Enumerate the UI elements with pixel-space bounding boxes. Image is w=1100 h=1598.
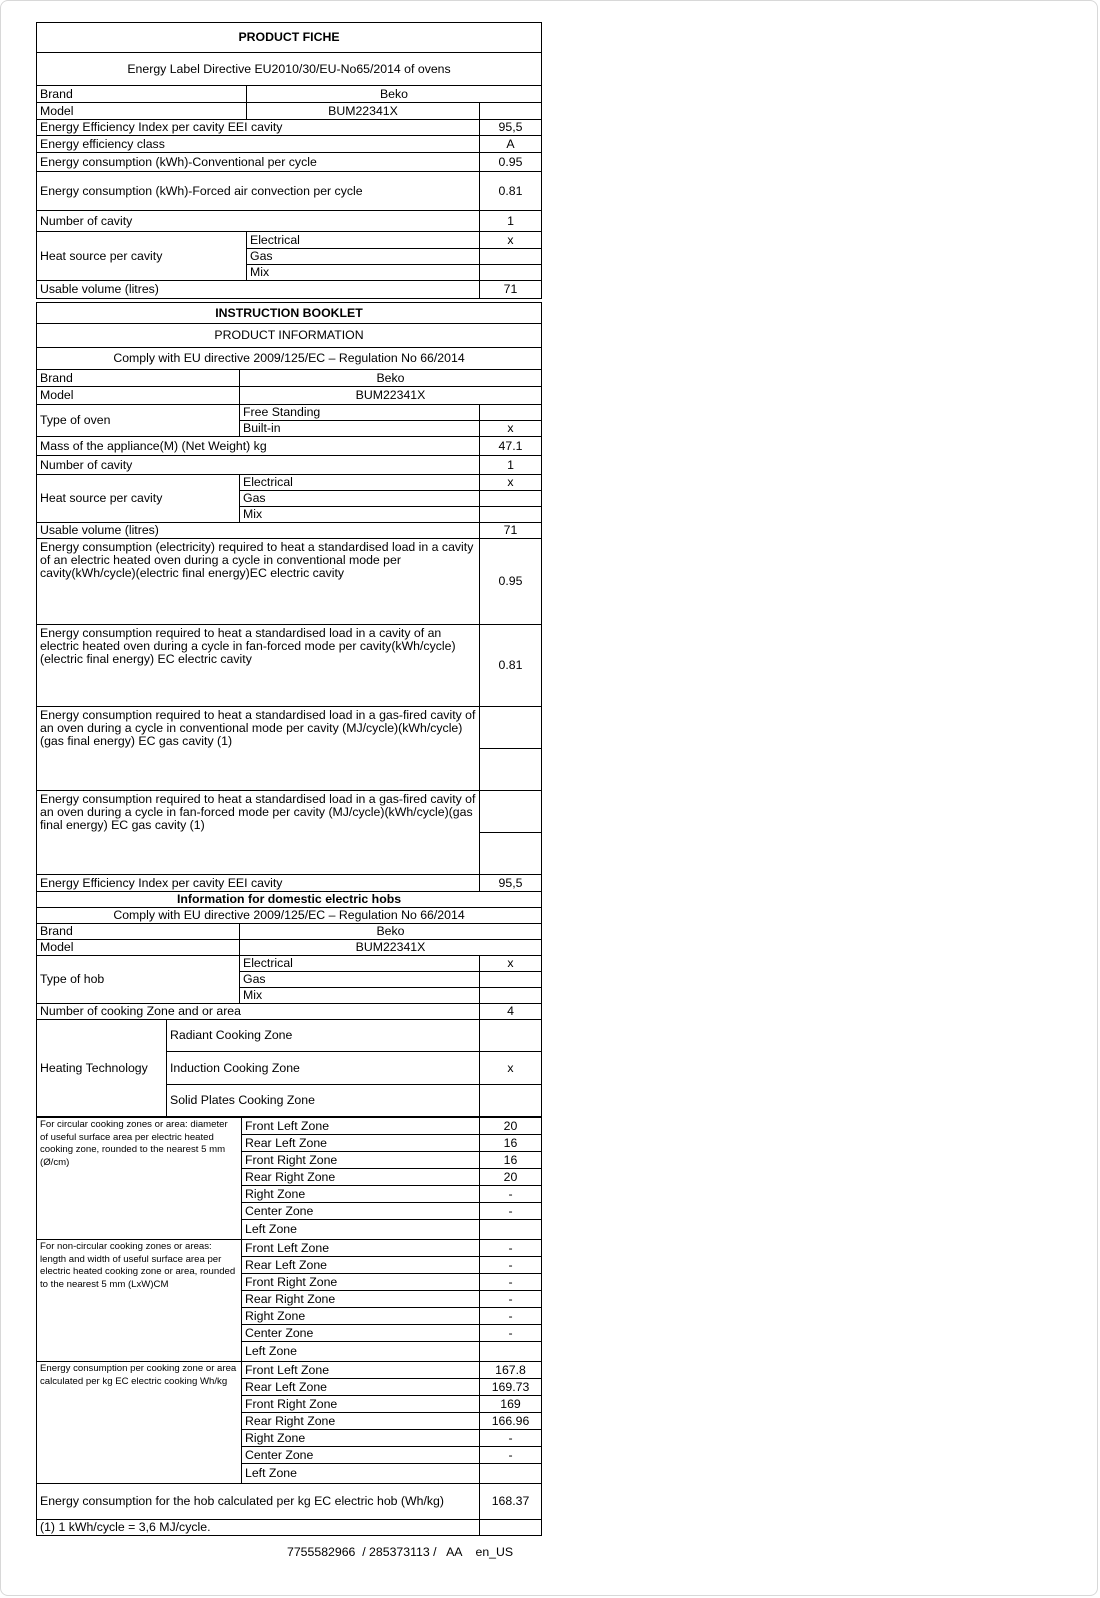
zone-name: Front Right Zone (242, 1152, 480, 1169)
fiche-heat-mix-value (480, 265, 542, 281)
zone-value (480, 1342, 542, 1362)
booklet-heat-electrical-value: x (480, 475, 542, 491)
fiche-heat-mix: Mix (247, 265, 480, 281)
zone-name: Rear Right Zone (242, 1291, 480, 1308)
fiche-cavity-value: 1 (480, 211, 542, 232)
hobs-brand-label: Brand (37, 924, 240, 940)
instruction-booklet-table (36, 302, 542, 1117)
booklet-gas-fan-label: Energy consumption required to heat a standardised load in a gas-fired cavity of an oven during a cycle in fan-forced mode per cavity (MJ/cycle)(kWh/cycle)(gas final energy) EC gas cavity (1) (37, 791, 480, 875)
booklet-built-in: Built-in (240, 421, 480, 437)
zone-value: 169.73 (480, 1379, 542, 1396)
booklet-built-in-value: x (480, 421, 542, 437)
fiche-cavity-label: Number of cavity (37, 211, 480, 232)
zone-name: Rear Left Zone (242, 1257, 480, 1274)
zone-value: - (480, 1447, 542, 1464)
noncircular-zones-label: For non-circular cooking zones or areas: length and width of useful surface area per electric heated cooking zone or area, rounded to the nearest 5 mm (LxW)CM (37, 1240, 242, 1362)
fiche-model-label: Model (37, 103, 247, 120)
fiche-heat-electrical-value: x (480, 232, 542, 249)
booklet-gas-fan-value-mj (480, 791, 542, 833)
booklet-brand-label: Brand (37, 370, 240, 387)
zone-name: Rear Right Zone (242, 1413, 480, 1430)
document-footer-code: 7755582966 / 285373113 / AA en_US (287, 1545, 514, 1559)
booklet-heat-electrical: Electrical (240, 475, 480, 491)
zone-value: 16 (480, 1135, 542, 1152)
booklet-model-label: Model (37, 387, 240, 405)
footnote: (1) 1 kWh/cycle = 3,6 MJ/cycle. (37, 1520, 480, 1536)
zone-name: Center Zone (242, 1203, 480, 1220)
hobs-title: Information for domestic electric hobs (37, 892, 542, 908)
zone-value: - (480, 1291, 542, 1308)
fiche-directive: Energy Label Directive EU2010/30/EU-No65/2014 of ovens (37, 53, 542, 86)
zone-value: 20 (480, 1118, 542, 1135)
fiche-conv-label: Energy consumption (kWh)-Conventional per cycle (37, 153, 480, 172)
zone-name: Front Left Zone (242, 1362, 480, 1379)
hobs-zones-value: 4 (480, 1004, 542, 1020)
energy-zones-label: Energy consumption per cooking zone or area calculated per kg EC electric cooking Wh/kg (37, 1362, 242, 1484)
fiche-class-label: Energy efficiency class (37, 136, 480, 153)
hobs-tech-induction: Induction Cooking Zone (167, 1052, 480, 1085)
zone-name: Right Zone (242, 1430, 480, 1447)
booklet-gas-fan-value-kwh (480, 833, 542, 875)
zone-value: - (480, 1308, 542, 1325)
booklet-oven-type-label: Type of oven (37, 405, 240, 437)
zone-value (480, 1464, 542, 1484)
zone-value: - (480, 1430, 542, 1447)
zone-name: Center Zone (242, 1447, 480, 1464)
hobs-tech-radiant-value (480, 1020, 542, 1052)
zone-value: 167.8 (480, 1362, 542, 1379)
zone-name: Right Zone (242, 1186, 480, 1203)
booklet-heat-label: Heat source per cavity (37, 475, 240, 523)
circular-zones-label: For circular cooking zones or area: diameter of useful surface area per electric heated cooking zone, rounded to the nearest 5 mm (Ø/cm) (37, 1118, 242, 1240)
booklet-eei-label: Energy Efficiency Index per cavity EEI cavity (37, 875, 480, 892)
zone-name: Right Zone (242, 1308, 480, 1325)
booklet-brand-value: Beko (240, 370, 542, 387)
hobs-tech-induction-value: x (480, 1052, 542, 1085)
zone-name: Left Zone (242, 1342, 480, 1362)
fiche-heat-electrical: Electrical (247, 232, 480, 249)
zone-value: - (480, 1325, 542, 1342)
booklet-cavity-value: 1 (480, 456, 542, 475)
zone-value: - (480, 1274, 542, 1291)
zone-name: Left Zone (242, 1220, 480, 1240)
booklet-model-value: BUM22341X (240, 387, 542, 405)
document-sheet (36, 22, 541, 1536)
booklet-directive: Comply with EU directive 2009/125/EC – Regulation No 66/2014 (37, 348, 542, 370)
hob-total-label: Energy consumption for the hob calculated per kg EC electric hob (Wh/kg) (37, 1484, 480, 1520)
hobs-tech-label: Heating Technology (37, 1020, 167, 1117)
footnote-value (480, 1520, 542, 1536)
zone-value: - (480, 1186, 542, 1203)
circular-zones-table (36, 1117, 542, 1536)
fiche-volume-label: Usable volume (litres) (37, 281, 480, 299)
hobs-type-electrical-value: x (480, 956, 542, 972)
zone-value: - (480, 1240, 542, 1257)
fiche-title: PRODUCT FICHE (37, 23, 542, 53)
booklet-mass-label: Mass of the appliance(M) (Net Weight) kg (37, 437, 480, 456)
fiche-volume-value: 71 (480, 281, 542, 299)
zone-value: 169 (480, 1396, 542, 1413)
hobs-model-label: Model (37, 940, 240, 956)
zone-name: Rear Right Zone (242, 1169, 480, 1186)
booklet-ec-fan-label: Energy consumption required to heat a standardised load in a cavity of an electric heated oven during a cycle in fan-forced mode per cavity(kWh/cycle)(electric final energy) EC electric cavity (37, 625, 480, 707)
hobs-tech-solid-value (480, 1085, 542, 1117)
fiche-forced-value: 0.81 (480, 172, 542, 211)
booklet-free-standing: Free Standing (240, 405, 480, 421)
booklet-mass-value: 47.1 (480, 437, 542, 456)
booklet-gas-conv-value-kwh (480, 749, 542, 791)
booklet-eei-value: 95,5 (480, 875, 542, 892)
hob-total-value: 168.37 (480, 1484, 542, 1520)
hobs-zones-label: Number of cooking Zone and or area (37, 1004, 480, 1020)
product-fiche-table (36, 22, 542, 299)
fiche-eei-value: 95,5 (480, 120, 542, 136)
zone-name: Rear Left Zone (242, 1135, 480, 1152)
hobs-directive: Comply with EU directive 2009/125/EC – Regulation No 66/2014 (37, 908, 542, 924)
zone-name: Front Left Zone (242, 1118, 480, 1135)
zone-name: Left Zone (242, 1464, 480, 1484)
booklet-heat-gas: Gas (240, 491, 480, 507)
booklet-heat-gas-value (480, 491, 542, 507)
fiche-heat-gas: Gas (247, 249, 480, 265)
fiche-class-value: A (480, 136, 542, 153)
zone-name: Front Right Zone (242, 1274, 480, 1291)
hobs-type-mix: Mix (240, 988, 480, 1004)
hobs-tech-solid: Solid Plates Cooking Zone (167, 1085, 480, 1117)
zone-value: - (480, 1257, 542, 1274)
booklet-ec-fan-value: 0.81 (480, 625, 542, 707)
hobs-type-mix-value (480, 988, 542, 1004)
booklet-cavity-label: Number of cavity (37, 456, 480, 475)
booklet-gas-conv-label: Energy consumption required to heat a standardised load in a gas-fired cavity of an oven during a cycle in conventional mode per cavity (MJ/cycle)(kWh/cycle)(gas final energy) EC gas cavity (1) (37, 707, 480, 791)
fiche-model-value: BUM22341X (247, 103, 480, 120)
zone-value: 16 (480, 1152, 542, 1169)
booklet-gas-conv-value-mj (480, 707, 542, 749)
zone-value: - (480, 1203, 542, 1220)
booklet-ec-conv-label: Energy consumption (electricity) required to heat a standardised load in a cavity of an electric heated oven during a cycle in conventional mode per cavity(kWh/cycle)(electric final energy)EC electric cavity (37, 539, 480, 625)
zone-value: 166.96 (480, 1413, 542, 1430)
zone-name: Rear Left Zone (242, 1379, 480, 1396)
fiche-forced-label: Energy consumption (kWh)-Forced air convection per cycle (37, 172, 480, 211)
booklet-heat-mix: Mix (240, 507, 480, 523)
booklet-title: INSTRUCTION BOOKLET (37, 303, 542, 324)
booklet-ec-conv-value: 0.95 (480, 539, 542, 625)
zone-value: 20 (480, 1169, 542, 1186)
fiche-eei-label: Energy Efficiency Index per cavity EEI cavity (37, 120, 480, 136)
booklet-subtitle: PRODUCT INFORMATION (37, 324, 542, 348)
hobs-brand-value: Beko (240, 924, 542, 940)
zone-value (480, 1220, 542, 1240)
zone-name: Center Zone (242, 1325, 480, 1342)
fiche-brand-value: Beko (247, 86, 542, 103)
fiche-conv-value: 0.95 (480, 153, 542, 172)
fiche-heat-label: Heat source per cavity (37, 232, 247, 281)
zone-name: Front Left Zone (242, 1240, 480, 1257)
hobs-type-gas-value (480, 972, 542, 988)
fiche-heat-gas-value (480, 249, 542, 265)
booklet-volume-value: 71 (480, 523, 542, 539)
hobs-model-value: BUM22341X (240, 940, 542, 956)
booklet-heat-mix-value (480, 507, 542, 523)
hobs-type-label: Type of hob (37, 956, 240, 1004)
booklet-free-standing-value (480, 405, 542, 421)
fiche-brand-label: Brand (37, 86, 247, 103)
hobs-tech-radiant: Radiant Cooking Zone (167, 1020, 480, 1052)
hobs-type-gas: Gas (240, 972, 480, 988)
booklet-volume-label: Usable volume (litres) (37, 523, 480, 539)
hobs-type-electrical: Electrical (240, 956, 480, 972)
zone-name: Front Right Zone (242, 1396, 480, 1413)
